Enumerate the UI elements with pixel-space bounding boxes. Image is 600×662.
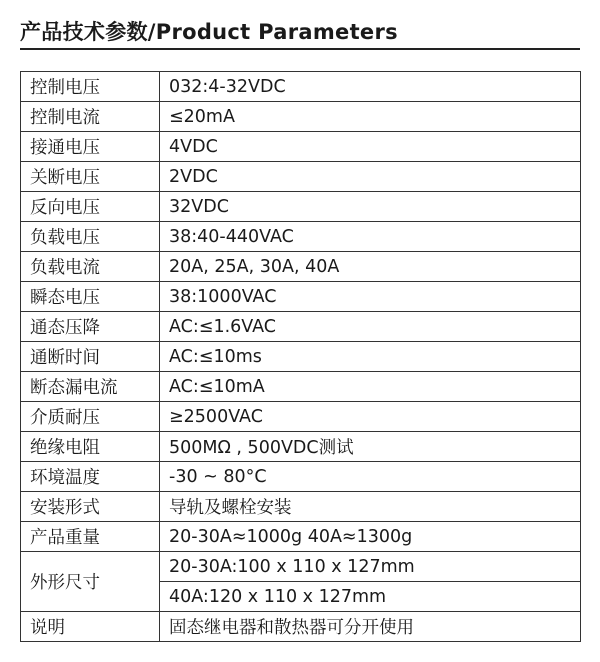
table-row xyxy=(21,72,581,102)
param-value: AC:≤10ms xyxy=(160,342,581,372)
param-label: 关断电压 xyxy=(21,162,160,192)
table-row xyxy=(21,552,581,582)
dimensions-value: 20-30A:100 x 110 x 127mm xyxy=(160,552,581,582)
param-label: 通断时间 xyxy=(21,342,160,372)
parameters-table xyxy=(20,71,581,642)
table-row xyxy=(21,192,581,222)
table-row xyxy=(21,252,581,282)
table-row xyxy=(21,162,581,192)
param-value: AC:≤1.6VAC xyxy=(160,312,581,342)
param-value: 032:4-32VDC xyxy=(160,72,581,102)
param-value: 500MΩ , 500VDC测试 xyxy=(160,432,581,462)
dimensions-label: 外形尺寸 xyxy=(21,552,160,612)
param-label: 产品重量 xyxy=(21,522,160,552)
table-row xyxy=(21,612,581,642)
table-row xyxy=(21,342,581,372)
note-value: 固态继电器和散热器可分开使用 xyxy=(160,612,581,642)
param-label: 瞬态电压 xyxy=(21,282,160,312)
param-value: 4VDC xyxy=(160,132,581,162)
param-value: 2VDC xyxy=(160,162,581,192)
table-row xyxy=(21,282,581,312)
table-row xyxy=(21,462,581,492)
param-label: 断态漏电流 xyxy=(21,372,160,402)
param-value: 38:40-440VAC xyxy=(160,222,581,252)
param-label: 环境温度 xyxy=(21,462,160,492)
table-row xyxy=(21,402,581,432)
param-label: 负载电压 xyxy=(21,222,160,252)
table-row xyxy=(21,132,581,162)
param-value: AC:≤10mA xyxy=(160,372,581,402)
param-value: 20-30A≈1000g 40A≈1300g xyxy=(160,522,581,552)
param-label: 控制电压 xyxy=(21,72,160,102)
page-title: 产品技术参数/Product Parameters xyxy=(20,20,398,44)
title-divider xyxy=(20,48,580,50)
param-label: 通态压降 xyxy=(21,312,160,342)
param-value: 32VDC xyxy=(160,192,581,222)
param-value: ≤20mA xyxy=(160,102,581,132)
param-value: -30 ~ 80°C xyxy=(160,462,581,492)
param-label: 负载电流 xyxy=(21,252,160,282)
table-row xyxy=(21,492,581,522)
param-label: 接通电压 xyxy=(21,132,160,162)
param-value: ≥2500VAC xyxy=(160,402,581,432)
dimensions-value: 40A:120 x 110 x 127mm xyxy=(160,582,581,612)
param-label: 介质耐压 xyxy=(21,402,160,432)
param-label: 反向电压 xyxy=(21,192,160,222)
param-value: 38:1000VAC xyxy=(160,282,581,312)
table-row xyxy=(21,312,581,342)
table-row xyxy=(21,102,581,132)
note-label: 说明 xyxy=(21,612,160,642)
param-value: 20A, 25A, 30A, 40A xyxy=(160,252,581,282)
param-value: 导轨及螺栓安装 xyxy=(160,492,581,522)
table-row xyxy=(21,222,581,252)
table-row xyxy=(21,432,581,462)
table-row xyxy=(21,522,581,552)
param-label: 安装形式 xyxy=(21,492,160,522)
param-label: 控制电流 xyxy=(21,102,160,132)
param-label: 绝缘电阻 xyxy=(21,432,160,462)
table-row xyxy=(21,372,581,402)
